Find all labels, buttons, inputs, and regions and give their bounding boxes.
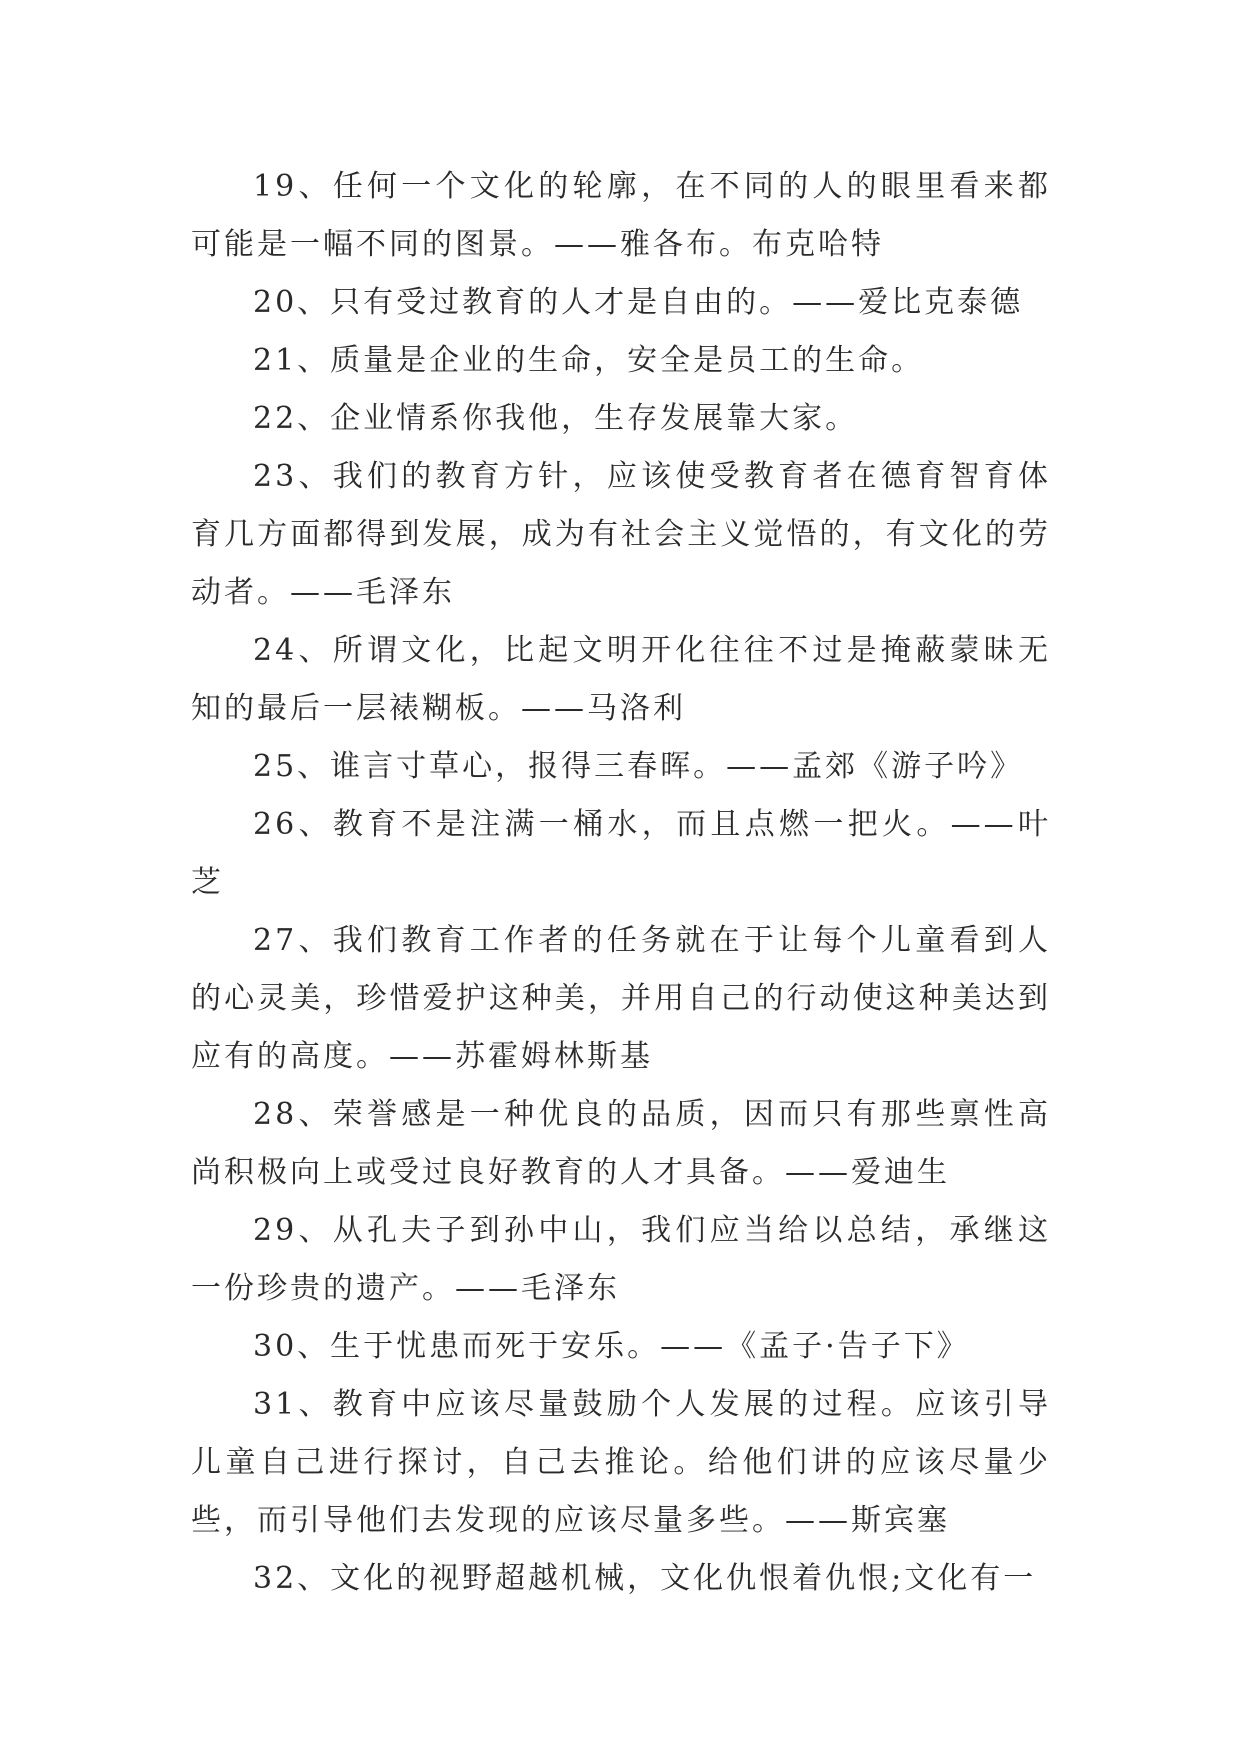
document-body	[191, 158, 1051, 1608]
quote-paragraph-28: 28、荣誉感是一种优良的品质，因而只有那些禀性高尚积极向上或受过良好教育的人才具备。——爱迪生	[191, 1097, 1051, 1190]
quote-paragraph-27: 27、我们教育工作者的任务就在于让每个儿童看到人的心灵美，珍惜爱护这种美，并用自己的行动使这种美达到应有的高度。——苏霍姆林斯基	[191, 923, 1051, 1074]
quote-paragraph-30: 30、生于忧患而死于安乐。——《孟子·告子下》	[253, 1329, 970, 1364]
quote-paragraph-21: 21、质量是企业的生命，安全是员工的生命。	[253, 343, 925, 378]
quote-paragraph-22: 22、企业情系你我他，生存发展靠大家。	[253, 401, 859, 436]
quote-paragraph-29: 29、从孔夫子到孙中山，我们应当给以总结，承继这一份珍贵的遗产。——毛泽东	[191, 1213, 1051, 1306]
quote-paragraph-26: 26、教育不是注满一桶水，而且点燃一把火。——叶芝	[191, 807, 1051, 900]
quote-paragraph-31: 31、教育中应该尽量鼓励个人发展的过程。应该引导儿童自己进行探讨，自己去推论。给他们讲的应该尽量少些，而引导他们去发现的应该尽量多些。——斯宾塞	[191, 1387, 1051, 1538]
quote-paragraph-19: 19、任何一个文化的轮廓，在不同的人的眼里看来都可能是一幅不同的图景。——雅各布。布克哈特	[191, 169, 1051, 262]
quote-paragraph-23: 23、我们的教育方针，应该使受教育者在德育智育体育几方面都得到发展，成为有社会主义觉悟的，有文化的劳动者。——毛泽东	[191, 459, 1051, 610]
quote-paragraph-24: 24、所谓文化，比起文明开化往往不过是掩蔽蒙昧无知的最后一层裱糊板。——马洛利	[191, 633, 1051, 726]
quote-paragraph-32: 32、文化的视野超越机械，文化仇恨着仇恨;文化有一	[253, 1561, 1037, 1596]
quote-paragraph-20: 20、只有受过教育的人才是自由的。——爱比克泰德	[253, 285, 1024, 320]
quote-paragraph-25: 25、谁言寸草心，报得三春晖。——孟郊《游子吟》	[253, 749, 1024, 784]
